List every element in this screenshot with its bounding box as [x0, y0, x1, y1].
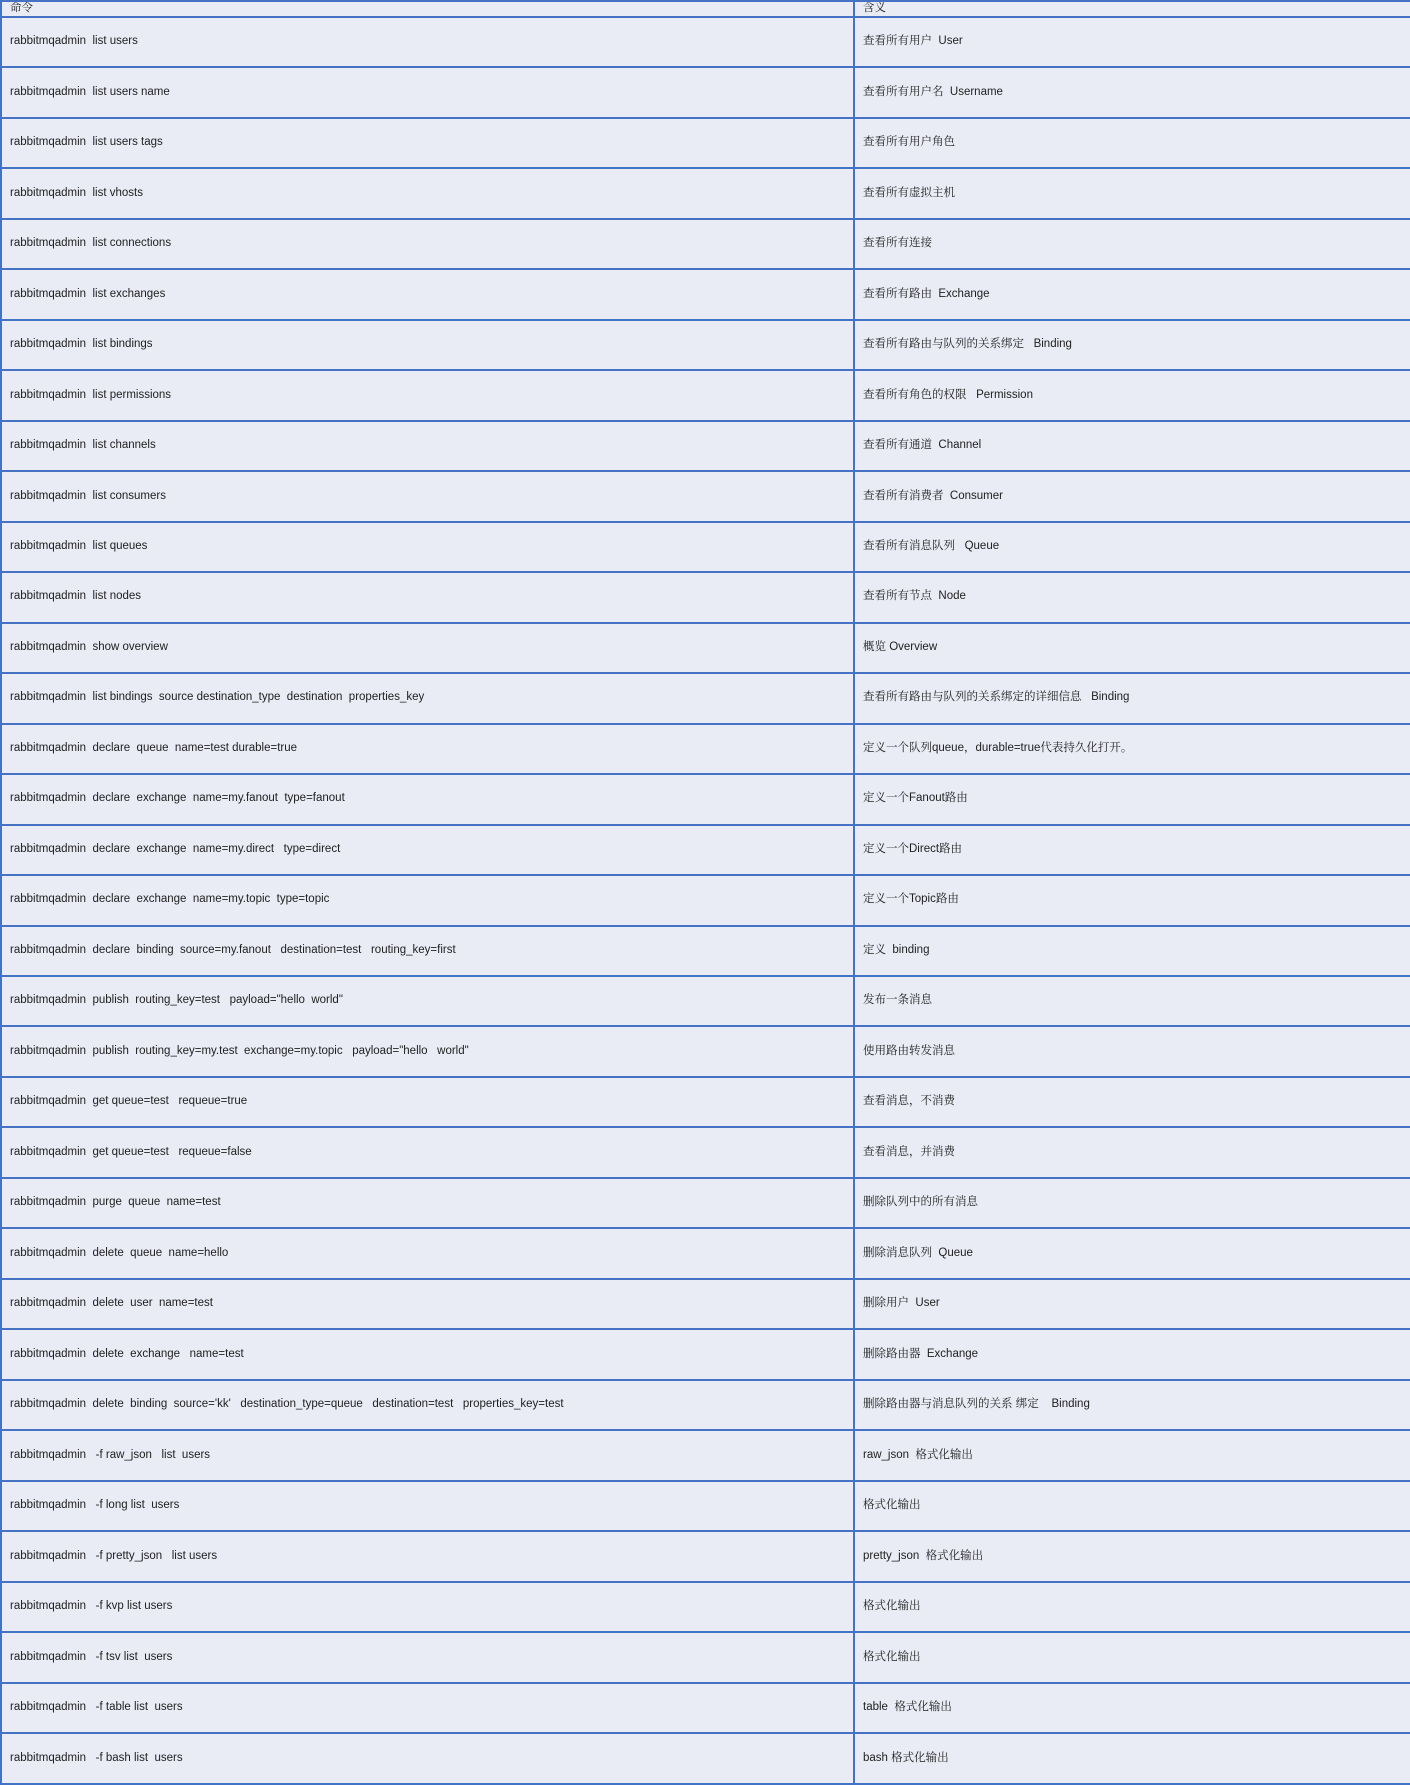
- command-cell: rabbitmqadmin -f raw_json list users: [1, 1430, 854, 1480]
- command-cell: rabbitmqadmin list permissions: [1, 370, 854, 420]
- table-row: [1, 168, 1410, 218]
- command-cell: rabbitmqadmin list connections: [1, 219, 854, 269]
- command-cell: rabbitmqadmin delete exchange name=test: [1, 1329, 854, 1379]
- table-row: [1, 1228, 1410, 1278]
- table-row: [1, 976, 1410, 1026]
- meaning-cell: 查看所有消费者 Consumer: [854, 471, 1410, 521]
- command-cell: rabbitmqadmin publish routing_key=test payload="hello world": [1, 976, 854, 1026]
- command-column-header: 命令: [1, 1, 854, 17]
- command-cell: rabbitmqadmin declare exchange name=my.direct type=direct: [1, 825, 854, 875]
- table-row: [1, 1279, 1410, 1329]
- command-cell: rabbitmqadmin -f pretty_json list users: [1, 1531, 854, 1581]
- meaning-cell: 查看消息，并消费: [854, 1127, 1410, 1177]
- table-row: [1, 875, 1410, 925]
- table-row: [1, 1430, 1410, 1480]
- command-cell: rabbitmqadmin -f kvp list users: [1, 1582, 854, 1632]
- command-cell: rabbitmqadmin list nodes: [1, 572, 854, 622]
- meaning-cell: 查看所有用户角色: [854, 118, 1410, 168]
- command-cell: rabbitmqadmin get queue=test requeue=true: [1, 1077, 854, 1127]
- meaning-cell: 格式化输出: [854, 1481, 1410, 1531]
- table-row: [1, 1582, 1410, 1632]
- table-row: [1, 825, 1410, 875]
- meaning-cell: 格式化输出: [854, 1632, 1410, 1682]
- meaning-cell: 查看所有路由与队列的关系绑定的详细信息 Binding: [854, 673, 1410, 723]
- meaning-cell: 查看所有通道 Channel: [854, 421, 1410, 471]
- meaning-cell: 定义一个Direct路由: [854, 825, 1410, 875]
- meaning-cell: 查看所有路由 Exchange: [854, 269, 1410, 319]
- table-header-row: [1, 1, 1410, 17]
- command-cell: rabbitmqadmin list exchanges: [1, 269, 854, 319]
- table-row: [1, 1481, 1410, 1531]
- meaning-cell: 删除路由器与消息队列的关系 绑定 Binding: [854, 1380, 1410, 1430]
- table-row: [1, 1026, 1410, 1076]
- meaning-cell: 查看所有用户名 Username: [854, 67, 1410, 117]
- command-cell: rabbitmqadmin delete queue name=hello: [1, 1228, 854, 1278]
- table-row: [1, 67, 1410, 117]
- meaning-cell: pretty_json 格式化输出: [854, 1531, 1410, 1581]
- command-cell: rabbitmqadmin declare binding source=my.fanout destination=test routing_key=first: [1, 926, 854, 976]
- table-row: [1, 1127, 1410, 1177]
- meaning-cell: 查看所有虚拟主机: [854, 168, 1410, 218]
- meaning-cell: 概览 Overview: [854, 623, 1410, 673]
- meaning-cell: 查看所有角色的权限 Permission: [854, 370, 1410, 420]
- table-row: [1, 673, 1410, 723]
- command-cell: rabbitmqadmin list queues: [1, 522, 854, 572]
- table-row: [1, 724, 1410, 774]
- command-cell: rabbitmqadmin show overview: [1, 623, 854, 673]
- meaning-cell: 定义一个Topic路由: [854, 875, 1410, 925]
- command-cell: rabbitmqadmin list users name: [1, 67, 854, 117]
- table-row: [1, 1733, 1410, 1784]
- meaning-cell: 使用路由转发消息: [854, 1026, 1410, 1076]
- command-cell: rabbitmqadmin delete binding source='kk' destination_type=queue destination=test properties_key=test: [1, 1380, 854, 1430]
- meaning-cell: 查看所有消息队列 Queue: [854, 522, 1410, 572]
- command-cell: rabbitmqadmin purge queue name=test: [1, 1178, 854, 1228]
- table-row: [1, 370, 1410, 420]
- table-row: [1, 572, 1410, 622]
- meaning-column-header: 含义: [854, 1, 1410, 17]
- table-row: [1, 1329, 1410, 1379]
- table-row: [1, 1077, 1410, 1127]
- table-row: [1, 471, 1410, 521]
- command-cell: rabbitmqadmin -f bash list users: [1, 1733, 854, 1784]
- command-cell: rabbitmqadmin -f long list users: [1, 1481, 854, 1531]
- command-cell: rabbitmqadmin list bindings: [1, 320, 854, 370]
- command-cell: rabbitmqadmin get queue=test requeue=false: [1, 1127, 854, 1177]
- meaning-cell: 删除用户 User: [854, 1279, 1410, 1329]
- meaning-cell: 查看所有节点 Node: [854, 572, 1410, 622]
- command-cell: rabbitmqadmin publish routing_key=my.test exchange=my.topic payload="hello world": [1, 1026, 854, 1076]
- command-cell: rabbitmqadmin list channels: [1, 421, 854, 471]
- table-row: [1, 1683, 1410, 1733]
- meaning-cell: 删除消息队列 Queue: [854, 1228, 1410, 1278]
- table-row: [1, 1632, 1410, 1682]
- table-row: [1, 421, 1410, 471]
- meaning-cell: bash 格式化输出: [854, 1733, 1410, 1784]
- table-row: [1, 219, 1410, 269]
- table-row: [1, 1380, 1410, 1430]
- meaning-cell: 查看所有用户 User: [854, 17, 1410, 67]
- meaning-cell: 定义 binding: [854, 926, 1410, 976]
- command-cell: rabbitmqadmin declare exchange name=my.topic type=topic: [1, 875, 854, 925]
- table-row: [1, 926, 1410, 976]
- meaning-cell: raw_json 格式化输出: [854, 1430, 1410, 1480]
- command-cell: rabbitmqadmin list consumers: [1, 471, 854, 521]
- command-cell: rabbitmqadmin -f tsv list users: [1, 1632, 854, 1682]
- command-cell: rabbitmqadmin declare exchange name=my.fanout type=fanout: [1, 774, 854, 824]
- command-cell: rabbitmqadmin delete user name=test: [1, 1279, 854, 1329]
- meaning-cell: 删除路由器 Exchange: [854, 1329, 1410, 1379]
- table-row: [1, 1178, 1410, 1228]
- meaning-cell: table 格式化输出: [854, 1683, 1410, 1733]
- command-cell: rabbitmqadmin list users tags: [1, 118, 854, 168]
- table-row: [1, 1531, 1410, 1581]
- meaning-cell: 查看所有连接: [854, 219, 1410, 269]
- table-row: [1, 623, 1410, 673]
- meaning-cell: 查看消息，不消费: [854, 1077, 1410, 1127]
- command-cell: rabbitmqadmin -f table list users: [1, 1683, 854, 1733]
- table-row: [1, 320, 1410, 370]
- table-row: [1, 522, 1410, 572]
- table-row: [1, 118, 1410, 168]
- table-row: [1, 17, 1410, 67]
- table-row: [1, 774, 1410, 824]
- table-body: [1, 17, 1410, 1784]
- meaning-cell: 定义一个Fanout路由: [854, 774, 1410, 824]
- command-cell: rabbitmqadmin list users: [1, 17, 854, 67]
- command-cell: rabbitmqadmin list bindings source destination_type destination properties_key: [1, 673, 854, 723]
- table-row: [1, 269, 1410, 319]
- command-cell: rabbitmqadmin list vhosts: [1, 168, 854, 218]
- meaning-cell: 删除队列中的所有消息: [854, 1178, 1410, 1228]
- meaning-cell: 查看所有路由与队列的关系绑定 Binding: [854, 320, 1410, 370]
- meaning-cell: 定义一个队列queue，durable=true代表持久化打开。: [854, 724, 1410, 774]
- meaning-cell: 发布一条消息: [854, 976, 1410, 1026]
- command-cell: rabbitmqadmin declare queue name=test durable=true: [1, 724, 854, 774]
- meaning-cell: 格式化输出: [854, 1582, 1410, 1632]
